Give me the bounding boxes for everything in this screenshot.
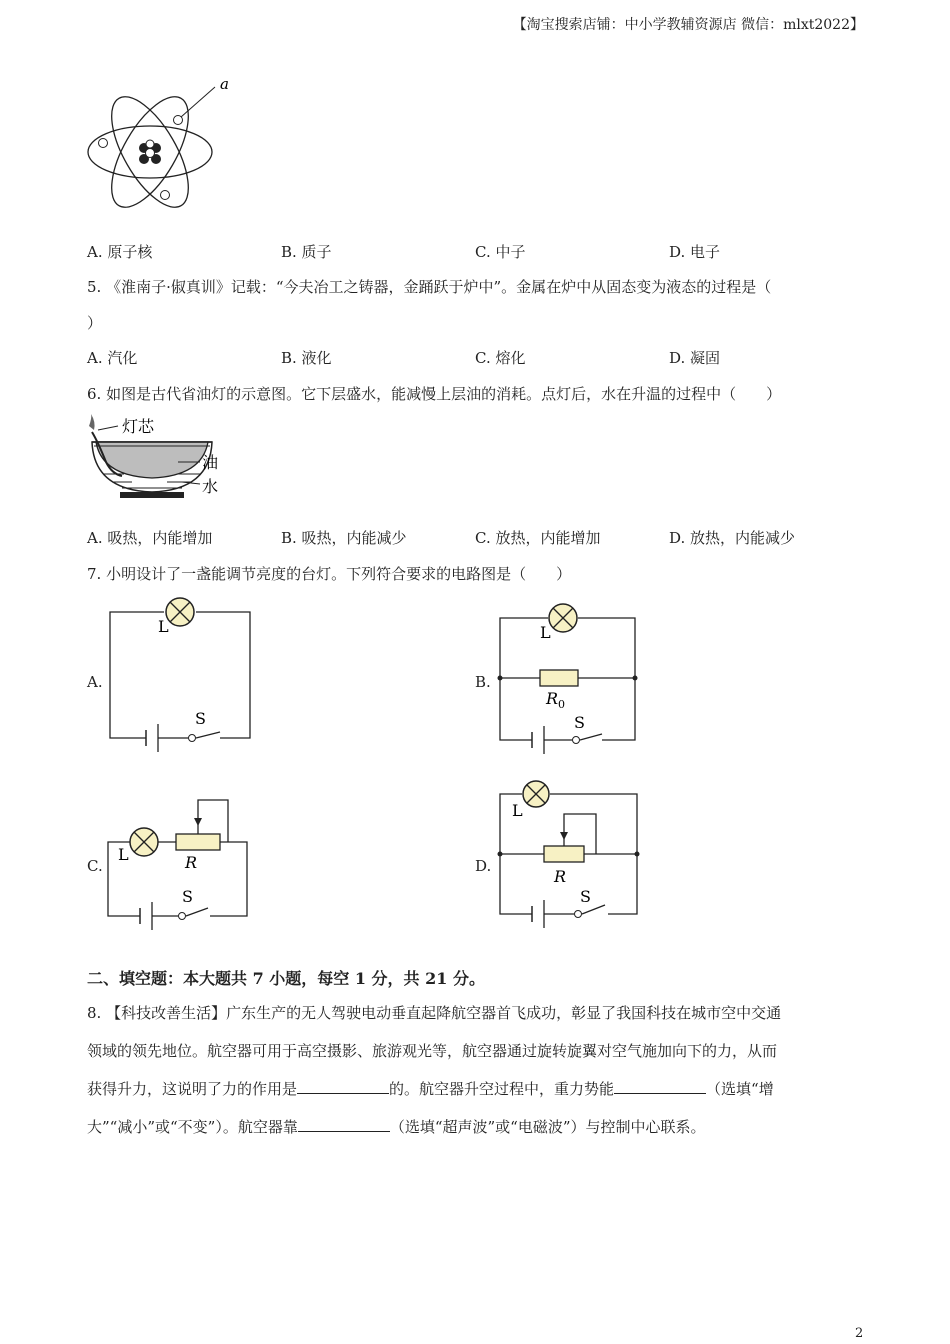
circuit-b-resistor-label: R xyxy=(546,689,559,708)
q8-line4-text-a: 大”“减小”或“不变”）。航空器靠 xyxy=(87,1118,298,1136)
section-2-heading: 二、填空题：本大题共 7 小题，每空 1 分，共 21 分。 xyxy=(87,969,485,988)
circuit-d-lamp-label: L xyxy=(512,801,523,820)
circuit-c-lamp-label: L xyxy=(118,845,129,864)
q5-stem-line1: 5. 《淮南子·俶真训》记载：“今夫冶工之铸器，金踊跃于炉中”。金属在炉中从固态变为液态的过程是（ xyxy=(87,278,772,296)
atom-label-a: a xyxy=(220,75,229,93)
circuit-b xyxy=(492,600,647,758)
q8-line4 xyxy=(87,1116,706,1137)
q4-option-d: D. 电子 xyxy=(669,243,721,261)
q6-stem: 6. 如图是古代省油灯的示意图。它下层盛水，能减慢上层油的消耗。点灯后，水在升温的过程中（ ） xyxy=(87,385,782,403)
q7-option-d-label: D. xyxy=(475,857,492,875)
q5-option-b: B. 液化 xyxy=(281,349,332,367)
q5-stem-line2: ） xyxy=(87,314,103,332)
wick-label: 灯芯 xyxy=(122,417,155,436)
oil-lamp-diagram xyxy=(82,412,242,504)
circuit-c-rheostat-label: R xyxy=(185,853,198,872)
q8-line3 xyxy=(87,1078,774,1099)
q8-line1: 8. 【科技改善生活】广东生产的无人驾驶电动垂直起降航空器首飞成功，彰显了我国科技在城市空中交通 xyxy=(87,1004,782,1022)
q4-option-b: B. 质子 xyxy=(281,243,332,261)
q4-option-a: A. 原子核 xyxy=(87,243,153,261)
circuit-b-resistor-subscript: 0 xyxy=(558,698,565,711)
q6-option-c: C. 放热，内能增加 xyxy=(475,529,601,547)
q8-line2: 领域的领先地位。航空器可用于高空摄影、旅游观光等，航空器通过旋转旋翼对空气施加向下的力，从而 xyxy=(87,1042,778,1060)
q7-option-b-label: B. xyxy=(475,673,491,691)
circuit-a-switch-label: S xyxy=(195,709,206,728)
circuit-c xyxy=(100,790,260,930)
q6-option-b: B. 吸热，内能减少 xyxy=(281,529,407,547)
page-number: 2 xyxy=(855,1326,864,1341)
circuit-c-switch-label: S xyxy=(182,887,193,906)
circuit-a xyxy=(100,592,260,757)
q6-option-a: A. 吸热，内能增加 xyxy=(87,529,213,547)
q8-line3-text-c: （选填“增 xyxy=(706,1080,774,1098)
q7-option-c-label: C. xyxy=(87,857,103,875)
q8-line3-text-b: 的。航空器升空过程中，重力势能 xyxy=(389,1080,615,1098)
circuit-a-lamp-label: L xyxy=(158,617,169,636)
q5-option-c: C. 熔化 xyxy=(475,349,526,367)
q4-option-c: C. 中子 xyxy=(475,243,526,261)
atom-diagram xyxy=(80,72,240,227)
q8-blank-2[interactable] xyxy=(614,1079,706,1094)
circuit-b-lamp-label: L xyxy=(540,623,551,642)
q5-option-a: A. 汽化 xyxy=(87,349,138,367)
circuit-d-rheostat-label: R xyxy=(554,867,567,886)
q8-line3-text-a: 获得升力，这说明了力的作用是 xyxy=(87,1080,298,1098)
circuit-d-switch-label: S xyxy=(580,887,591,906)
page-header: 【淘宝搜索店铺：中小学教辅资源店 微信：mlxt2022】 xyxy=(512,17,864,33)
q5-option-d: D. 凝固 xyxy=(669,349,721,367)
q7-option-a-label: A. xyxy=(87,673,103,691)
q8-blank-3[interactable] xyxy=(298,1117,390,1132)
q7-stem: 7. 小明设计了一盏能调节亮度的台灯。下列符合要求的电路图是（ ） xyxy=(87,565,572,583)
q8-line4-text-b: （选填“超声波”或“电磁波”）与控制中心联系。 xyxy=(389,1118,706,1136)
q8-blank-1[interactable] xyxy=(297,1079,389,1094)
q6-option-d: D. 放热，内能减少 xyxy=(669,529,796,547)
oil-label: 油 xyxy=(202,453,219,472)
water-label: 水 xyxy=(202,477,219,496)
circuit-d xyxy=(492,780,647,932)
circuit-b-switch-label: S xyxy=(574,713,585,732)
